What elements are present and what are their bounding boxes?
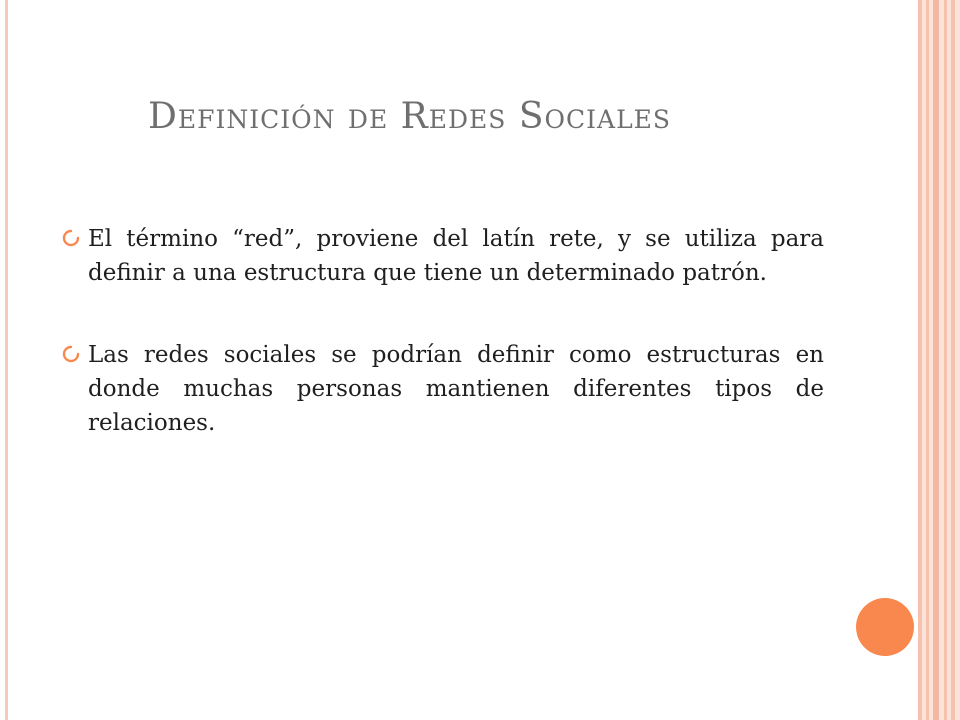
decorative-stripe	[951, 0, 955, 720]
bullet-text: El término “red”, proviene del latín rete, y se utiliza para definir a una estructura que tiene un determinado patrón.	[88, 226, 824, 286]
left-frame-line	[5, 0, 8, 720]
bullet-text: Las redes sociales se podrían definir como estructuras en donde muchas personas mantienen diferentes tipos de relaciones.	[88, 342, 824, 436]
bullet-item	[62, 222, 824, 290]
slide-title: Definición de Redes Sociales	[148, 96, 672, 137]
bullet-icon	[62, 345, 80, 365]
bullet-list	[62, 222, 824, 440]
accent-circle	[856, 598, 914, 656]
decorative-stripe	[926, 0, 929, 720]
decorative-stripe	[933, 0, 939, 720]
decorative-stripe	[944, 0, 947, 720]
bullet-icon	[62, 229, 80, 249]
decorative-stripe	[918, 0, 922, 720]
bullet-item	[62, 338, 824, 440]
